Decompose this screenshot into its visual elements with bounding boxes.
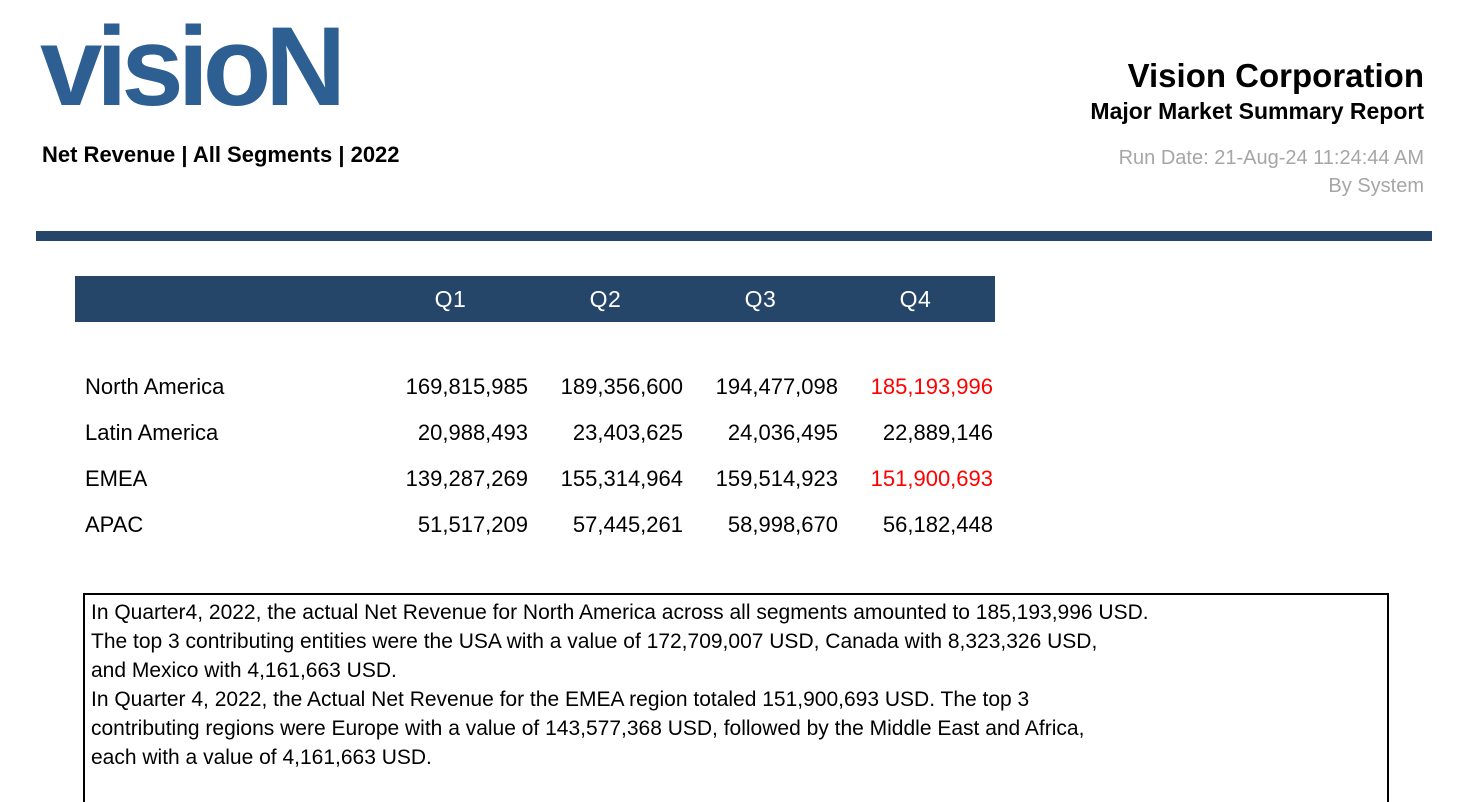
cell-value: 189,356,600 <box>560 374 683 399</box>
column-header-q1: Q1 <box>434 285 467 312</box>
report-header <box>1090 56 1424 200</box>
column-header-q2: Q2 <box>589 285 622 312</box>
cell-value: 194,477,098 <box>715 374 838 399</box>
revenue-table <box>75 276 995 548</box>
summary-text-box <box>83 593 1389 802</box>
cell-value: 169,815,985 <box>405 374 528 399</box>
run-by: By System <box>1328 175 1424 197</box>
brand-block <box>40 4 340 129</box>
row-label: Latin America <box>85 420 219 445</box>
row-label: EMEA <box>85 466 148 491</box>
summary-line: In Quarter4, 2022, the actual Net Revenue for North America across all segments amounted to 185,193,996 USD. <box>91 601 1149 624</box>
vision-logo: visioN <box>40 4 341 129</box>
run-date: Run Date: 21-Aug-24 11:24:44 AM <box>1118 147 1424 169</box>
cell-value: 57,445,261 <box>572 512 683 537</box>
cell-value: 155,314,964 <box>560 466 683 491</box>
cell-value: 20,988,493 <box>417 420 528 445</box>
summary-line: each with a value of 4,161,663 USD. <box>91 746 432 769</box>
cell-value: 151,900,693 <box>870 466 993 491</box>
cell-value: 22,889,146 <box>882 420 993 445</box>
report-context-label: Net Revenue | All Segments | 2022 <box>42 142 400 167</box>
table-row <box>75 364 995 410</box>
company-name: Vision Corporation <box>1127 57 1424 94</box>
summary-line: contributing regions were Europe with a value of 143,577,368 USD, followed by the Middle East and Africa, <box>91 717 1085 740</box>
table-row <box>75 502 995 548</box>
cell-value: 51,517,209 <box>417 512 528 537</box>
cell-value: 159,514,923 <box>715 466 838 491</box>
cell-value: 24,036,495 <box>727 420 838 445</box>
cell-value: 185,193,996 <box>870 374 993 399</box>
summary-line: The top 3 contributing entities were the USA with a value of 172,709,007 USD, Canada with 8,323,326 USD, <box>91 630 1098 653</box>
column-header-q3: Q3 <box>744 285 777 312</box>
report-title: Major Market Summary Report <box>1090 98 1424 124</box>
cell-value: 56,182,448 <box>882 512 993 537</box>
cell-value: 139,287,269 <box>405 466 528 491</box>
header-divider-bar <box>36 231 1432 241</box>
row-label: APAC <box>85 512 144 537</box>
column-header-q4: Q4 <box>899 285 932 312</box>
summary-line: In Quarter 4, 2022, the Actual Net Revenue for the EMEA region totaled 151,900,693 USD. The top 3 <box>91 688 1030 711</box>
cell-value: 23,403,625 <box>572 420 683 445</box>
summary-line: and Mexico with 4,161,663 USD. <box>91 659 397 682</box>
table-body <box>75 364 995 548</box>
row-label: North America <box>85 374 225 399</box>
cell-value: 58,998,670 <box>727 512 838 537</box>
run-metadata <box>1090 144 1424 200</box>
table-header-row <box>75 276 995 322</box>
table-row <box>75 410 995 456</box>
table-row <box>75 456 995 502</box>
